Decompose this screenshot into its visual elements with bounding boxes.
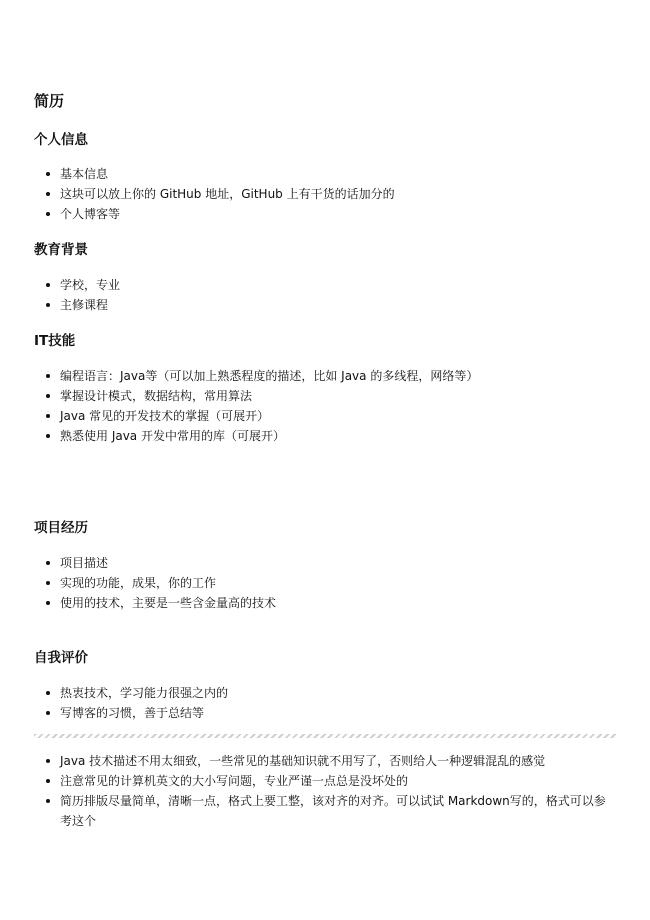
- self-evaluation-list: [0, 683, 620, 723]
- section-heading-skills: IT技能: [34, 333, 76, 349]
- personal-info-list: [0, 164, 620, 224]
- list-item: 项目描述: [0, 553, 620, 573]
- section-heading-projects: 项目经历: [34, 520, 88, 536]
- list-item: 热衷技术，学习能力很强之内的: [0, 683, 620, 703]
- section-heading-personal: 个人信息: [34, 132, 88, 148]
- list-item: Java 技术描述不用太细致，一些常见的基础知识就不用写了，否则给人一种逻辑混乱的感觉: [0, 751, 620, 771]
- list-item: 个人博客等: [0, 204, 620, 224]
- list-item: 编程语言：Java等（可以加上熟悉程度的描述，比如 Java 的多线程，网络等）: [0, 366, 620, 386]
- page-title: 简历: [34, 92, 65, 110]
- education-list: [0, 275, 620, 315]
- list-item: 基本信息: [0, 164, 620, 184]
- hatched-divider: [34, 734, 616, 738]
- list-item: 写博客的习惯，善于总结等: [0, 703, 620, 723]
- list-item: 学校，专业: [0, 275, 620, 295]
- list-item: 简历排版尽量简单，清晰一点，格式上要工整，该对齐的对齐。可以试试 Markdown写的，格式可以参考这个: [0, 791, 620, 831]
- projects-list: [0, 553, 620, 613]
- section-heading-education: 教育背景: [34, 242, 88, 258]
- list-item: 主修课程: [0, 295, 620, 315]
- skills-list: [0, 366, 620, 446]
- list-item: 使用的技术，主要是一些含金量高的技术: [0, 593, 620, 613]
- list-item: 这块可以放上你的 GitHub 地址，GitHub 上有干货的话加分的: [0, 184, 620, 204]
- list-item: Java 常见的开发技术的掌握（可展开）: [0, 406, 620, 426]
- notes-list: [0, 751, 620, 831]
- list-item: 实现的功能，成果，你的工作: [0, 573, 620, 593]
- list-item: 熟悉使用 Java 开发中常用的库（可展开）: [0, 426, 620, 446]
- list-item: 掌握设计模式，数据结构，常用算法: [0, 386, 620, 406]
- section-heading-self-evaluation: 自我评价: [34, 650, 88, 666]
- list-item: 注意常见的计算机英文的大小写问题，专业严谨一点总是没坏处的: [0, 771, 620, 791]
